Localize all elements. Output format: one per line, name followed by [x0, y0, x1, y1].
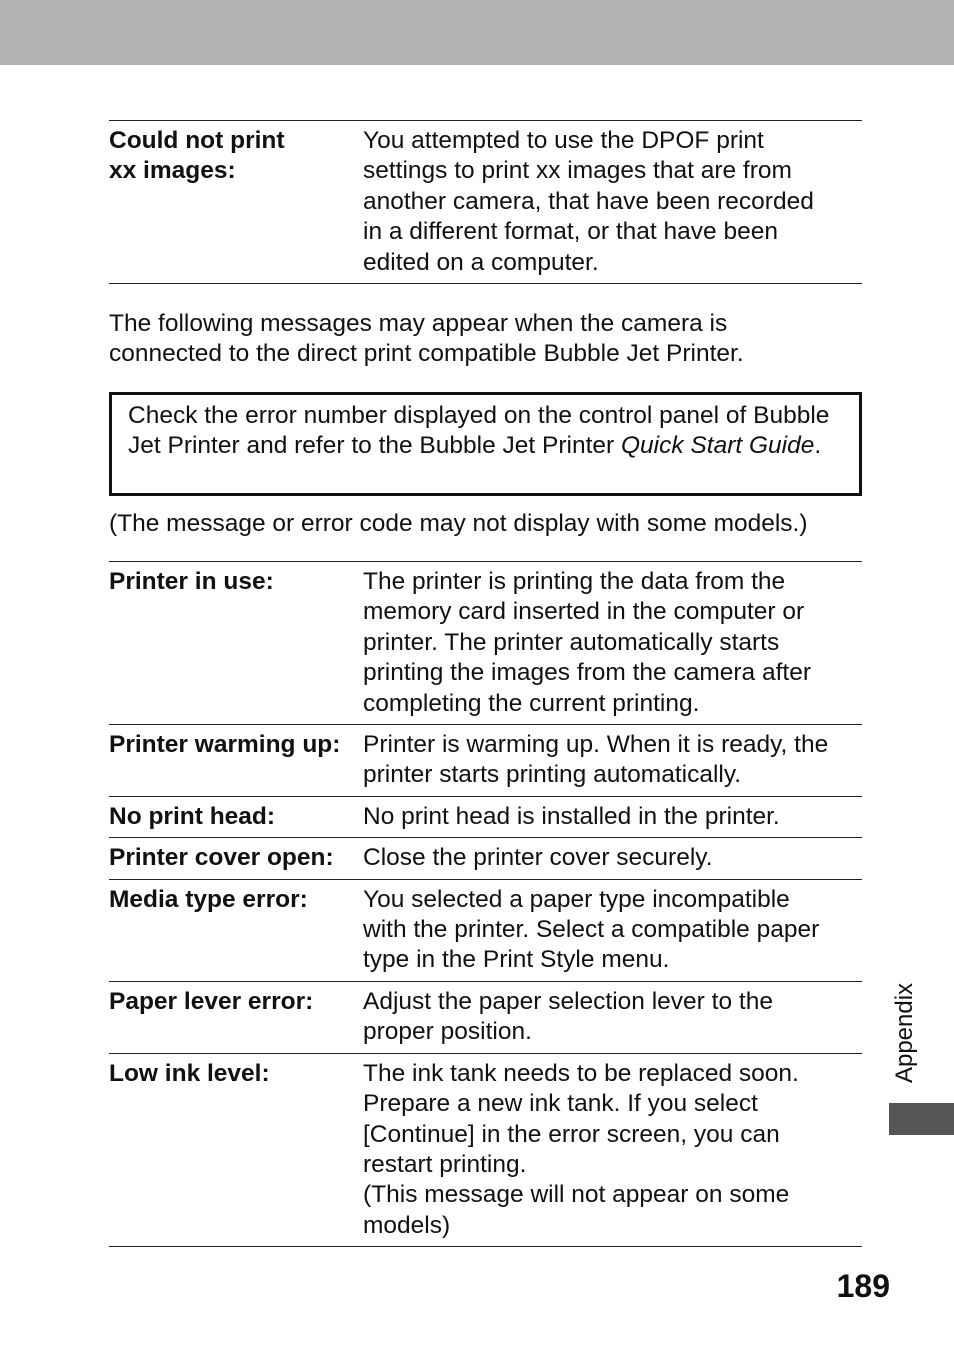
section-tab	[880, 968, 930, 1098]
message-table-dpof	[109, 120, 862, 284]
table-row	[109, 120, 862, 284]
note-after-paragraph: (The message or error code may not display with some models.)	[109, 510, 808, 537]
message-term: Could not print xx images:	[109, 127, 285, 185]
header-bar	[0, 0, 954, 65]
note-box	[109, 392, 862, 496]
message-description: The printer is printing the data from the memory card inserted in the computer or printer. The printer automatically starts printing the images from the camera after completing the current printing.	[363, 568, 812, 717]
section-tab-label: Appendix	[891, 982, 918, 1084]
message-description: No print head is installed in the printer.	[363, 802, 780, 830]
message-description: You attempted to use the DPOF print settings to print xx images that are from another camera, that have been recorded in a different format, or that have been edited on a computer.	[363, 127, 814, 276]
note-text: Check the error number displayed on the control panel of Bubble Jet Printer and refer to the Bubble Jet Printer	[128, 402, 830, 460]
note-text-end: .	[814, 432, 822, 460]
table-row	[109, 796, 862, 837]
table-row	[109, 1053, 862, 1247]
message-description: Close the printer cover securely.	[363, 844, 713, 872]
table-row	[109, 561, 862, 724]
table-row	[109, 981, 862, 1053]
message-description: The ink tank needs to be replaced soon. Prepare a new ink tank. If you select [Continue] in the error screen, you can restart printing. (This message will not appear on some models)	[363, 1059, 799, 1239]
table-row	[109, 724, 862, 796]
message-description: You selected a paper type incompatible with the printer. Select a compatible paper type in the Print Style menu.	[363, 885, 820, 974]
message-description: Adjust the paper selection lever to the proper position.	[363, 987, 773, 1046]
message-term: Printer in use:	[109, 568, 274, 595]
message-table-printer	[109, 561, 862, 1247]
section-tab-marker	[889, 1103, 954, 1135]
table-row	[109, 879, 862, 981]
page-number: 189	[836, 1268, 890, 1304]
message-term: Media type error:	[109, 885, 308, 913]
table-row	[109, 837, 862, 878]
message-term: Low ink level:	[109, 1059, 270, 1087]
message-description: Printer is warming up. When it is ready, the printer starts printing automatically.	[363, 731, 829, 789]
note-guide-title: Quick Start Guide	[620, 432, 815, 460]
message-term: Printer cover open:	[109, 844, 334, 872]
message-term: No print head:	[109, 802, 276, 830]
message-term: Paper lever error:	[109, 987, 314, 1015]
intro-paragraph: The following messages may appear when the camera is connected to the direct print compatible Bubble Jet Printer.	[109, 310, 744, 368]
message-term: Printer warming up:	[109, 731, 341, 759]
